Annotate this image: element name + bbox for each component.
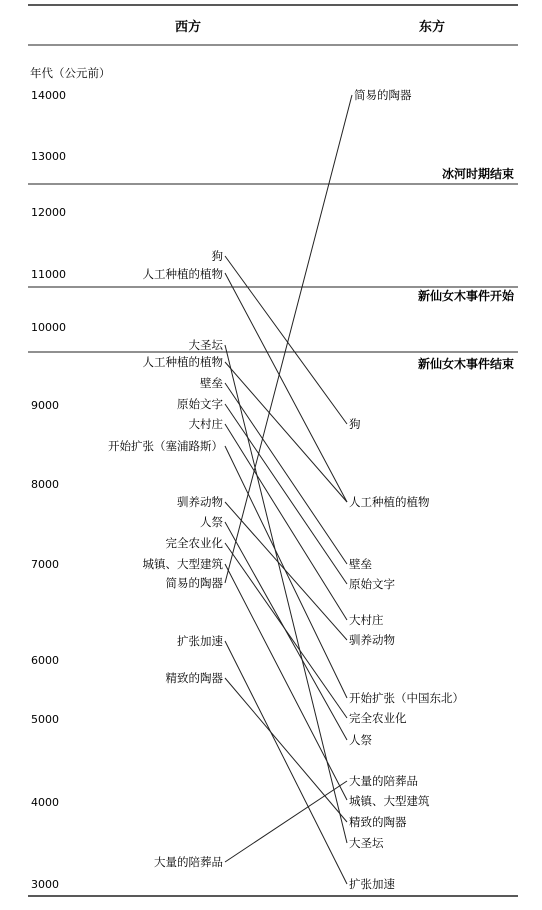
west-item-label: 大量的陪葬品: [154, 855, 223, 869]
west-item-label: 简易的陶器: [165, 576, 223, 590]
west-item-label: 原始文字: [177, 397, 223, 411]
year-label: 5000: [31, 713, 59, 726]
year-label: 6000: [31, 654, 59, 667]
west-item-label: 大村庄: [188, 417, 223, 431]
year-label: 8000: [31, 478, 59, 491]
east-item-label: 城镇、大型建筑: [349, 794, 430, 808]
east-item-label: 大圣坛: [349, 836, 384, 850]
east-item-label: 驯养动物: [349, 633, 395, 647]
year-axis: [31, 89, 66, 891]
west-item-label: 精致的陶器: [165, 671, 223, 685]
east-item-label: 人工种植的植物: [349, 495, 430, 509]
west-item-label: 扩张加速: [177, 634, 223, 648]
east-item-label: 扩张加速: [349, 877, 395, 891]
west-item-label: 壁垒: [200, 376, 223, 390]
year-label: 3000: [31, 878, 59, 891]
younger-dryas-start-label: 新仙女木事件开始: [417, 289, 514, 303]
east-item-label: 精致的陶器: [349, 815, 407, 829]
connector-line: [225, 273, 347, 502]
connector-line: [225, 256, 347, 424]
axis-title: 年代（公元前）: [30, 66, 111, 80]
year-label: 11000: [31, 268, 66, 281]
west-item-label: 城镇、大型建筑: [142, 557, 223, 571]
west-item-label: 驯养动物: [177, 495, 223, 509]
connector-line: [225, 781, 347, 862]
east-item-label: 开始扩张（中国东北）: [349, 691, 464, 705]
west-item-label: 人工种植的植物: [142, 267, 223, 281]
west-labels: [108, 249, 224, 869]
west-item-label: 狗: [211, 249, 223, 263]
east-item-label: 大量的陪葬品: [349, 774, 418, 788]
east-item-label: 简易的陶器: [354, 88, 412, 102]
connector-lines: [225, 95, 352, 884]
west-item-label: 人工种植的植物: [142, 355, 223, 369]
connector-line: [225, 678, 347, 822]
east-item-label: 原始文字: [349, 577, 395, 591]
connector-line: [225, 446, 347, 698]
connector-line: [225, 95, 352, 583]
east-item-label: 壁垒: [349, 557, 372, 571]
younger-dryas-end-label: 新仙女木事件结束: [417, 357, 514, 371]
connector-line: [225, 345, 347, 843]
connector-line: [225, 564, 347, 800]
year-label: 13000: [31, 150, 66, 163]
year-label: 4000: [31, 796, 59, 809]
ice-age-end-label: 冰河时期结束: [441, 167, 514, 181]
east-item-label: 完全农业化: [349, 711, 407, 725]
west-item-label: 人祭: [200, 515, 223, 529]
connector-line: [225, 543, 347, 718]
connector-line: [225, 641, 347, 884]
east-item-label: 狗: [349, 417, 361, 431]
east-item-label: 大村庄: [349, 613, 384, 627]
year-label: 9000: [31, 399, 59, 412]
connector-line: [225, 362, 347, 502]
connector-line: [225, 404, 347, 584]
west-item-label: 开始扩张（塞浦路斯）: [108, 439, 223, 453]
west-column-header: 西方: [174, 20, 202, 35]
connector-line: [225, 383, 347, 564]
east-item-label: 人祭: [349, 733, 372, 747]
year-label: 7000: [31, 558, 59, 571]
east-column-header: 东方: [418, 20, 446, 35]
year-label: 10000: [31, 321, 66, 334]
west-item-label: 大圣坛: [188, 338, 223, 352]
west-item-label: 完全农业化: [165, 536, 223, 550]
east-labels: [349, 88, 464, 891]
year-label: 14000: [31, 89, 66, 102]
year-label: 12000: [31, 206, 66, 219]
